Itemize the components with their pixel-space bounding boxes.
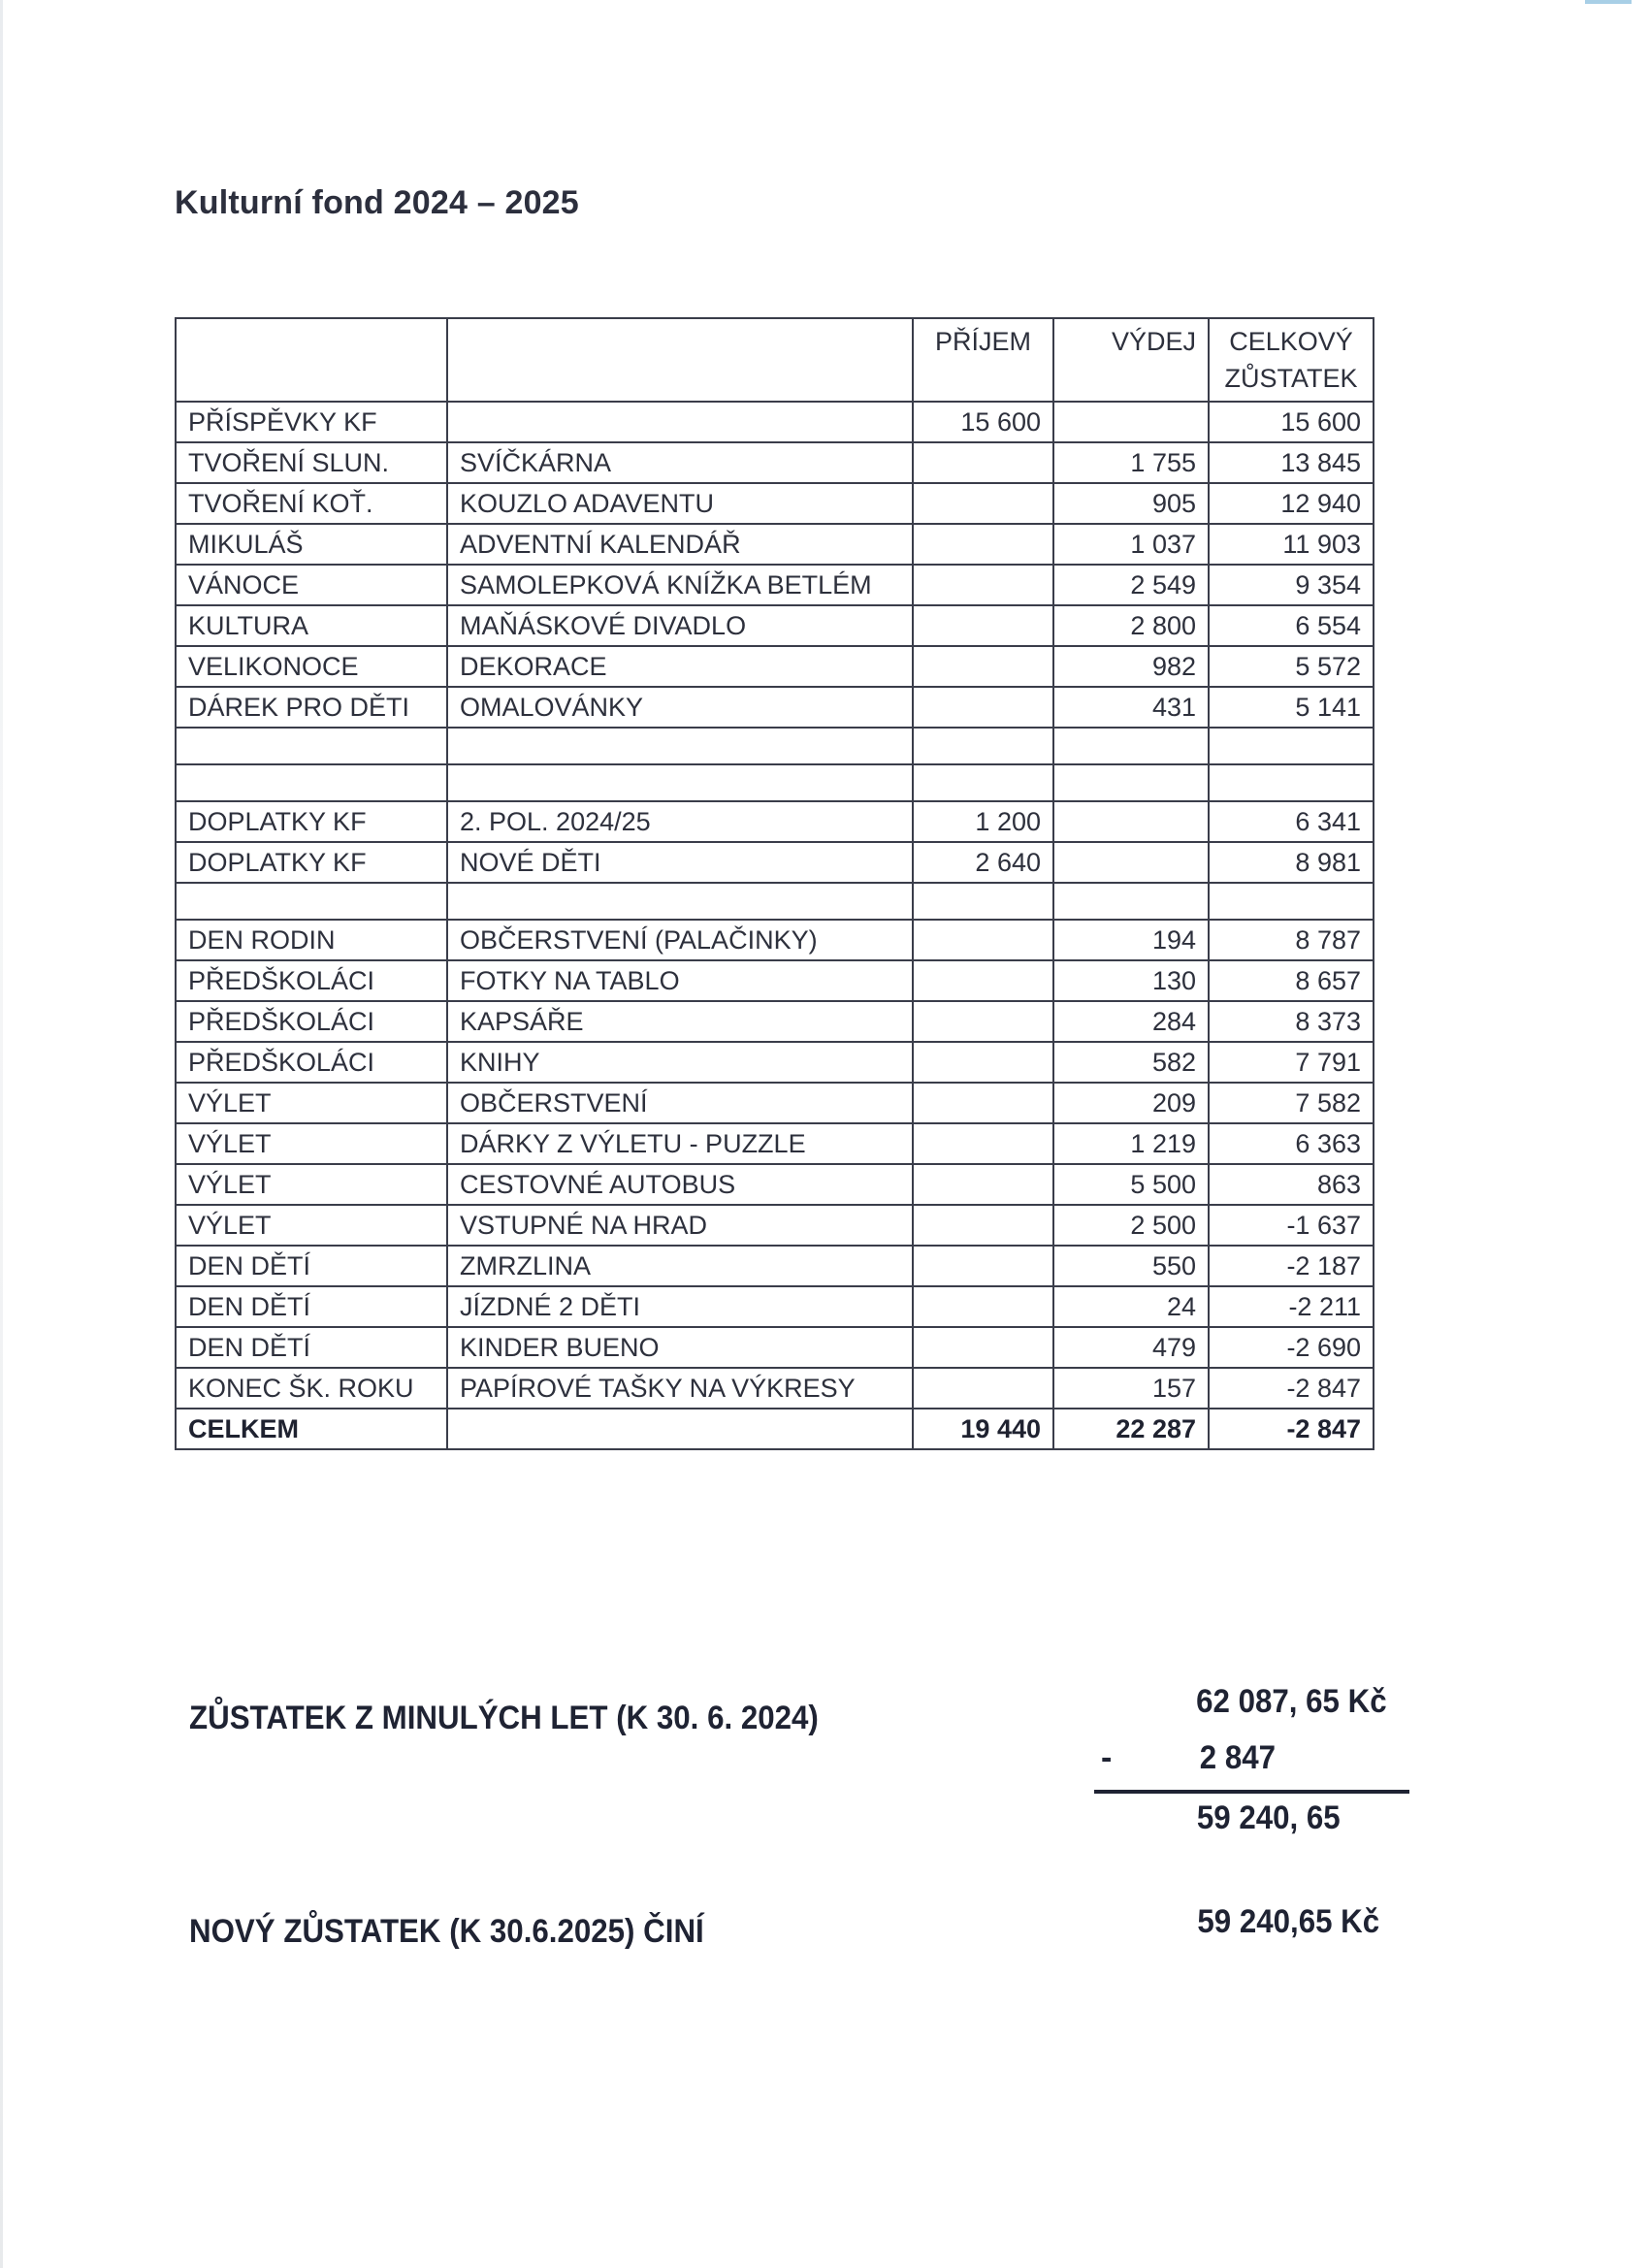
row-category: PŘEDŠKOLÁCI — [176, 1042, 447, 1083]
row-expense: 2 800 — [1053, 605, 1209, 646]
row-category — [176, 728, 447, 764]
row-income: 2 640 — [913, 842, 1053, 883]
spacer-row — [176, 728, 1374, 764]
row-item: OBČERSTVENÍ (PALAČINKY) — [447, 920, 913, 960]
row-expense — [1053, 728, 1209, 764]
row-item: OMALOVÁNKY — [447, 687, 913, 728]
row-item: KOUZLO ADAVENTU — [447, 483, 913, 524]
row-balance: 7 791 — [1209, 1042, 1374, 1083]
row-category: VÁNOCE — [176, 565, 447, 605]
table-row — [176, 1205, 1374, 1246]
row-income — [913, 442, 1053, 483]
table-row — [176, 1164, 1374, 1205]
row-balance: -1 637 — [1209, 1205, 1374, 1246]
row-balance: 11 903 — [1209, 524, 1374, 565]
row-balance: 8 981 — [1209, 842, 1374, 883]
row-item — [447, 402, 913, 442]
row-expense: 157 — [1053, 1368, 1209, 1409]
row-balance: 8 657 — [1209, 960, 1374, 1001]
row-expense — [1053, 402, 1209, 442]
row-expense: 1 219 — [1053, 1123, 1209, 1164]
row-income — [913, 483, 1053, 524]
table-row — [176, 1123, 1374, 1164]
row-expense: 2 549 — [1053, 565, 1209, 605]
row-category: VÝLET — [176, 1164, 447, 1205]
row-balance: 6 554 — [1209, 605, 1374, 646]
row-income — [913, 764, 1053, 801]
new-balance-value: 59 240,65 Kč — [1197, 1903, 1379, 1940]
scan-artifact — [1585, 0, 1632, 4]
table-row — [176, 524, 1374, 565]
row-balance — [1209, 764, 1374, 801]
row-category: VÝLET — [176, 1123, 447, 1164]
row-income — [913, 605, 1053, 646]
row-category: TVOŘENÍ KOŤ. — [176, 483, 447, 524]
table-row — [176, 1246, 1374, 1286]
header-income: PŘÍJEM — [913, 318, 1053, 402]
row-expense — [1053, 842, 1209, 883]
table-row — [176, 605, 1374, 646]
row-category: PŘEDŠKOLÁCI — [176, 960, 447, 1001]
row-income — [913, 1286, 1053, 1327]
row-income — [913, 1205, 1053, 1246]
row-expense: 5 500 — [1053, 1164, 1209, 1205]
row-income — [913, 1368, 1053, 1409]
row-expense: 130 — [1053, 960, 1209, 1001]
table-row — [176, 801, 1374, 842]
row-income — [913, 883, 1053, 920]
culture-fund-table — [175, 317, 1374, 1450]
row-expense — [1053, 764, 1209, 801]
subtracted-value: 2 847 — [1199, 1739, 1276, 1776]
row-income — [913, 524, 1053, 565]
row-category: VELIKONOCE — [176, 646, 447, 687]
row-income: 15 600 — [913, 402, 1053, 442]
row-balance: 13 845 — [1209, 442, 1374, 483]
row-category: DEN DĚTÍ — [176, 1327, 447, 1368]
scan-edge — [0, 0, 3, 2268]
total-row — [176, 1409, 1374, 1449]
row-item — [447, 728, 913, 764]
row-balance: 8 373 — [1209, 1001, 1374, 1042]
row-item: OBČERSTVENÍ — [447, 1083, 913, 1123]
total-item — [447, 1409, 913, 1449]
row-item: KNIHY — [447, 1042, 913, 1083]
row-expense: 431 — [1053, 687, 1209, 728]
row-category: DEN DĚTÍ — [176, 1286, 447, 1327]
row-item: JÍZDNÉ 2 DĚTI — [447, 1286, 913, 1327]
row-item: ZMRZLINA — [447, 1246, 913, 1286]
row-balance: -2 847 — [1209, 1368, 1374, 1409]
row-category — [176, 764, 447, 801]
row-income — [913, 1001, 1053, 1042]
header-expense: VÝDEJ — [1053, 318, 1209, 402]
table-row — [176, 1286, 1374, 1327]
row-expense: 209 — [1053, 1083, 1209, 1123]
row-item: DEKORACE — [447, 646, 913, 687]
previous-balance-label: ZŮSTATEK Z MINULÝCH LET (K 30. 6. 2024) — [189, 1700, 819, 1736]
table-row — [176, 1368, 1374, 1409]
row-category: DOPLATKY KF — [176, 801, 447, 842]
table-row — [176, 646, 1374, 687]
row-balance: -2 187 — [1209, 1246, 1374, 1286]
table-row — [176, 442, 1374, 483]
row-item — [447, 883, 913, 920]
row-item: SVÍČKÁRNA — [447, 442, 913, 483]
table-row — [176, 565, 1374, 605]
row-item: DÁRKY Z VÝLETU - PUZZLE — [447, 1123, 913, 1164]
row-expense: 479 — [1053, 1327, 1209, 1368]
row-expense: 1 755 — [1053, 442, 1209, 483]
table-header-row — [176, 318, 1374, 402]
row-category — [176, 883, 447, 920]
row-item: PAPÍROVÉ TAŠKY NA VÝKRESY — [447, 1368, 913, 1409]
row-expense: 24 — [1053, 1286, 1209, 1327]
row-expense: 582 — [1053, 1042, 1209, 1083]
row-category: KULTURA — [176, 605, 447, 646]
row-category: KONEC ŠK. ROKU — [176, 1368, 447, 1409]
row-income — [913, 1083, 1053, 1123]
total-expense: 22 287 — [1053, 1409, 1209, 1449]
row-income: 1 200 — [913, 801, 1053, 842]
row-expense — [1053, 801, 1209, 842]
spacer-row — [176, 764, 1374, 801]
page-title: Kulturní fond 2024 – 2025 — [175, 184, 579, 221]
row-item: NOVÉ DĚTI — [447, 842, 913, 883]
row-category: DÁREK PRO DĚTI — [176, 687, 447, 728]
row-expense: 550 — [1053, 1246, 1209, 1286]
total-balance: -2 847 — [1209, 1409, 1374, 1449]
new-balance-label: NOVÝ ZŮSTATEK (K 30.6.2025) ČINÍ — [189, 1913, 704, 1950]
row-income — [913, 687, 1053, 728]
total-income: 19 440 — [913, 1409, 1053, 1449]
row-item: KINDER BUENO — [447, 1327, 913, 1368]
row-item: VSTUPNÉ NA HRAD — [447, 1205, 913, 1246]
row-category: PŘÍSPĚVKY KF — [176, 402, 447, 442]
row-item: SAMOLEPKOVÁ KNÍŽKA BETLÉM — [447, 565, 913, 605]
row-category: TVOŘENÍ SLUN. — [176, 442, 447, 483]
minus-sign: - — [1101, 1739, 1113, 1776]
table-row — [176, 687, 1374, 728]
row-category: PŘEDŠKOLÁCI — [176, 1001, 447, 1042]
row-income — [913, 920, 1053, 960]
row-income — [913, 1164, 1053, 1205]
row-category: MIKULÁŠ — [176, 524, 447, 565]
previous-balance-value: 62 087, 65 Kč — [1196, 1683, 1387, 1720]
row-expense: 905 — [1053, 483, 1209, 524]
table-row — [176, 1327, 1374, 1368]
row-item: KAPSÁŘE — [447, 1001, 913, 1042]
row-balance — [1209, 883, 1374, 920]
row-expense: 982 — [1053, 646, 1209, 687]
row-item: 2. POL. 2024/25 — [447, 801, 913, 842]
row-income — [913, 1246, 1053, 1286]
row-balance: 5 572 — [1209, 646, 1374, 687]
row-balance: 9 354 — [1209, 565, 1374, 605]
sum-underline — [1094, 1790, 1409, 1794]
row-income — [913, 1042, 1053, 1083]
header-balance: CELKOVÝ ZŮSTATEK — [1209, 318, 1374, 402]
row-income — [913, 728, 1053, 764]
row-category: VÝLET — [176, 1205, 447, 1246]
row-balance: 6 341 — [1209, 801, 1374, 842]
row-balance: 12 940 — [1209, 483, 1374, 524]
row-income — [913, 646, 1053, 687]
row-balance: -2 211 — [1209, 1286, 1374, 1327]
table-body — [176, 402, 1374, 1409]
row-balance: 863 — [1209, 1164, 1374, 1205]
table-row — [176, 402, 1374, 442]
row-category: DEN RODIN — [176, 920, 447, 960]
row-balance: 8 787 — [1209, 920, 1374, 960]
row-item: CESTOVNÉ AUTOBUS — [447, 1164, 913, 1205]
header-item — [447, 318, 913, 402]
table-row — [176, 920, 1374, 960]
row-expense — [1053, 883, 1209, 920]
row-category: DOPLATKY KF — [176, 842, 447, 883]
table-row — [176, 1001, 1374, 1042]
row-balance: 6 363 — [1209, 1123, 1374, 1164]
row-category: VÝLET — [176, 1083, 447, 1123]
row-expense: 284 — [1053, 1001, 1209, 1042]
row-income — [913, 1327, 1053, 1368]
table-row — [176, 483, 1374, 524]
row-balance: 5 141 — [1209, 687, 1374, 728]
total-label: CELKEM — [176, 1409, 447, 1449]
difference-value: 59 240, 65 — [1197, 1799, 1341, 1836]
row-income — [913, 960, 1053, 1001]
row-expense: 194 — [1053, 920, 1209, 960]
row-balance: -2 690 — [1209, 1327, 1374, 1368]
table-row — [176, 1042, 1374, 1083]
row-item: MAŇÁSKOVÉ DIVADLO — [447, 605, 913, 646]
table-row — [176, 1083, 1374, 1123]
row-balance: 7 582 — [1209, 1083, 1374, 1123]
row-category: DEN DĚTÍ — [176, 1246, 447, 1286]
row-balance: 15 600 — [1209, 402, 1374, 442]
row-income — [913, 1123, 1053, 1164]
table-row — [176, 960, 1374, 1001]
table-row — [176, 842, 1374, 883]
row-item: FOTKY NA TABLO — [447, 960, 913, 1001]
row-balance — [1209, 728, 1374, 764]
row-item: ADVENTNÍ KALENDÁŘ — [447, 524, 913, 565]
row-item — [447, 764, 913, 801]
spacer-row — [176, 883, 1374, 920]
row-expense: 1 037 — [1053, 524, 1209, 565]
row-income — [913, 565, 1053, 605]
header-category — [176, 318, 447, 402]
row-expense: 2 500 — [1053, 1205, 1209, 1246]
